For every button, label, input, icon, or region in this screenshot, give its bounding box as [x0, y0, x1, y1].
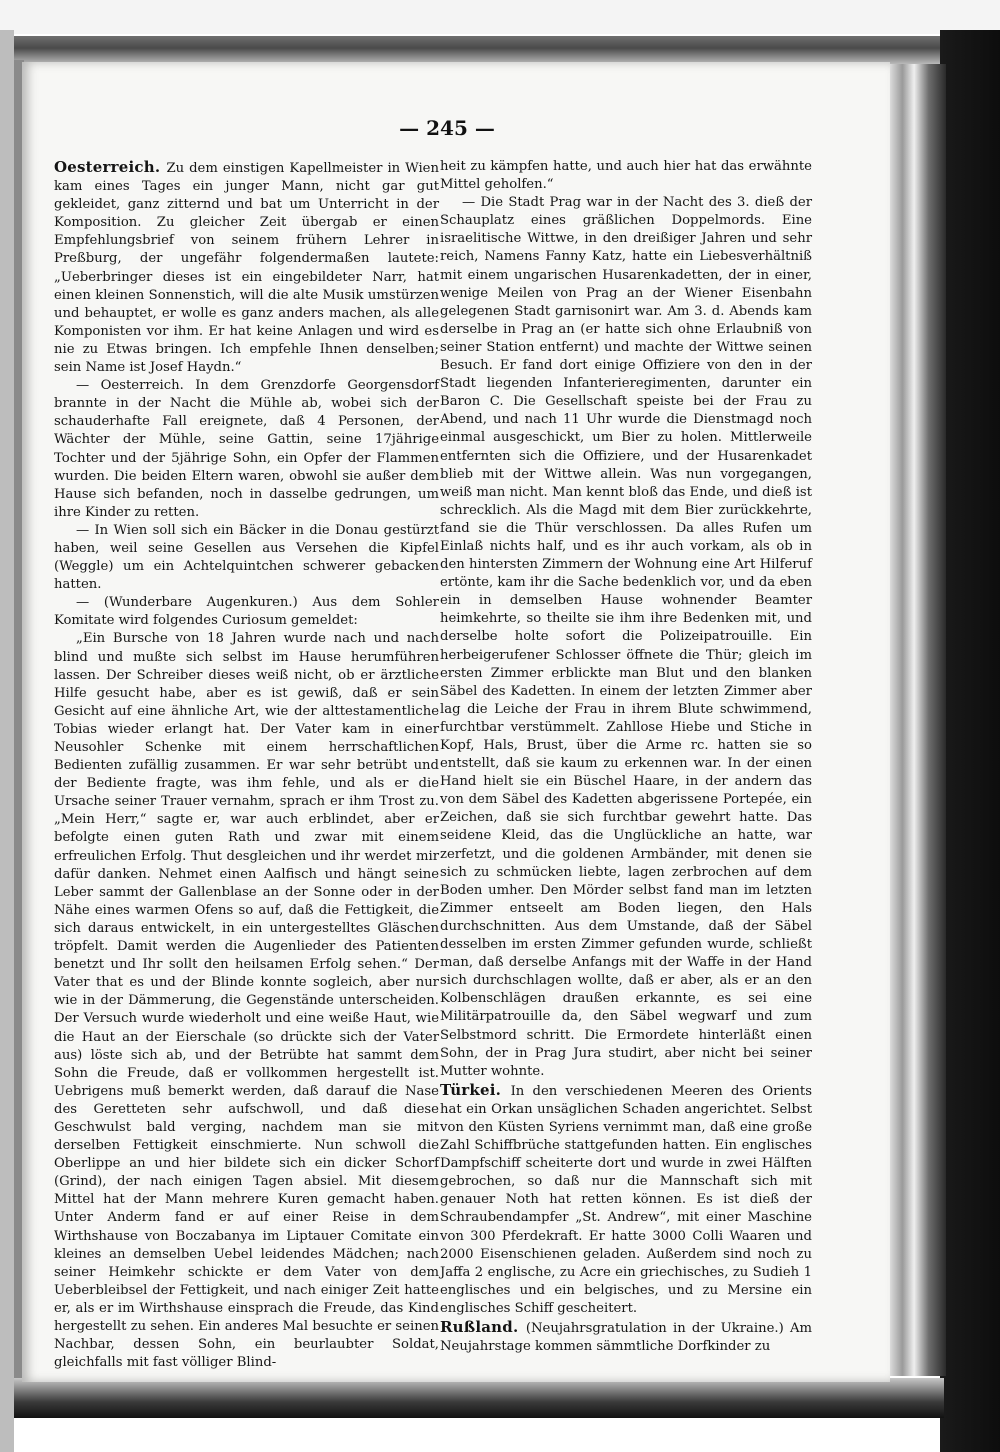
- article-russland: [440, 1318, 812, 1356]
- book-page-edges: [888, 64, 946, 1376]
- section-heading-russland: Rußland.: [440, 1318, 526, 1336]
- scan-left-edge: [0, 30, 14, 1452]
- page-number: — 245 —: [399, 116, 495, 140]
- article-tuerkei: [440, 1081, 812, 1318]
- section-heading-oesterreich: Oesterreich.: [54, 158, 167, 176]
- article-text: Zu dem einstigen Kapellmeister in Wien kam eines Tages ein junger Mann, nicht gar gut gekleidet, ganz zitternd und bat um Unterricht in der Komposition. Zu gleicher Zeit übergab er einen Empfehlungsbrief von seinem frühern Lehrer in Preßburg, der ungefähr folgendermaßen lautete: „Ueberbringer dieses ist ein eingebildeter Narr, hat einen kleinen Sonnenstich, will die alte Musik umstürzen und behauptet, er wolle es ganz anders machen, als alle Komponisten vor ihm. Er hat keine Anlagen und wird es nie zu Etwas bringen. Ich empfehle Ihnen denselben; sein Name ist Josef Haydn.“: [54, 161, 439, 376]
- article-prag-doppelmord: — Die Stadt Prag war in der Nacht des 3. dieß der Schauplatz eines gräßlichen Doppelmords. Eine israelitische Wittwe, in den dreißiger Jahren und sehr reich, Namens Fanny Katz, hatte ein Liebesverhältniß mit einem ungarischen Husarenkadetten, der in einer, wenige Meilen von Prag an der Wiener Eisenbahn gelegenen Stadt garnisonirt war. Am 3. d. Abends kam derselbe in Prag an (er hatte sich ohne Erlaubniß von seiner Station entfernt) und machte der Wittwe seinen Besuch. Er fand dort einige Offiziere von den in der Stadt liegenden Infanterieregimenten, darunter ein Baron C. Die Gesellschaft speiste bei der Frau zu Abend, und nach 11 Uhr wurde die Dienstmagd noch einmal ausgeschickt, um Bier zu holen. Mittlerweile entfernten sich die Offiziere, und der Husarenkadet blieb mit der Wittwe allein. Was nun vorgegangen, weiß man nicht. Man kennt bloß das Ende, und dieß ist schrecklich. Als die Magd mit dem Bier zurückkehrte, fand sie die Thür verschlossen. Da alles Rufen um Einlaß nichts half, und es ihr auch vorkam, als ob in den hintersten Zimmern der Wohnung eine Art Hilferuf ertönte, kam ihr die Sache bedenklich vor, und da eben ein in demselben Hause wohnender Beamter heimkehrte, so theilte sie ihm ihre Bedenken mit, und derselbe holte sofort die Polizeipatrouille. Ein herbeigerufener Schlosser öffnete die Thür; gleich im ersten Zimmer erblickte man Blut und den blanken Säbel des Kadetten. In einem der letzten Zimmer aber lag die Leiche der Frau in ihrem Blute schwimmend, furchtbar verstümmelt. Zahllose Hiebe und Stiche in Kopf, Hals, Brust, über die Arme rc. hatten sie so entstellt, daß sie kaum zu erkennen war. In der einen Hand hielt sie ein Büschel Haare, in der andern das von dem Säbel des Kadetten abgerissene Portepée, ein Zeichen, daß sie sich furchtbar gewehrt hatte. Das seidene Kleid, das die Unglückliche an hatte, war zerfetzt, und die goldenen Armbänder, mit denen sie sich zu schmücken liebte, lagen zerbrochen auf dem Boden umher. Den Mörder selbst fand man im letzten Zimmer entseelt am Boden liegen, den Hals durchschnitten. Aus dem Umstande, daß der Säbel desselben im ersten Zimmer gefunden wurde, schließt man, daß derselbe Anfangs mit der Waffe in der Hand sich durchschlagen wollte, daß er aber, als er an den Kolbenschlägen draußen erkannte, es sei eine Militärpatrouille da, den Säbel wegwarf und zum Selbstmord schritt. Die Ermordete hinterläßt einen Sohn, der in Prag Jura studirt, aber nicht bei seiner Mutter wohnte.: [440, 195, 812, 1079]
- right-column: [440, 158, 812, 1356]
- scan-top-margin: [0, 0, 1000, 34]
- article-augenkuren-story: „Ein Bursche von 18 Jahren wurde nach und nach blind und mußte sich selbst im Hause herumführen lassen. Der Schreiber dieses weiß nicht, ob er ärztliche Hilfe gesucht habe, aber es ist gewiß, daß er sein Gesicht auf eine ähnliche Art, wie der alttestamentliche Tobias wieder erlangt hat. Der Vater kam in einer Neusohler Schenke mit einem herrschaftlichen Bedienten zufällig zusammen. Er war sehr betrübt und der Bediente fragte, was ihm fehle, und als er die Ursache seiner Trauer vernahm, sprach er ihm Trost zu. „Mein Herr,“ sagte er, war auch erblindet, aber er befolgte einen guten Rath und zwar mit einem erfreulichen Erfolg. Thut desgleichen und ihr werdet mir dafür danken. Nehmet einen Aalfisch und hängt seine Leber sammt der Gallenblase an der Sonne oder in der Nähe eines warmen Ofens so auf, daß die Fettigkeit, die sich daraus entwickelt, in ein untergestelltes Gläschen tröpfelt. Damit werden die Augenlieder des Patienten benetzt und Ihr sollt den heilsamen Erfolg sehen.“ Der Vater that es und der Blinde konnte sogleich, aber nur wie in der Dämmerung, die Gegenstände unterscheiden. Der Versuch wurde wiederholt und eine weiße Haut, wie die Haut an der Eierschale (so drückte sich der Vater aus) löste sich ab, und der Betrübte hat sammt dem Sohn die Freude, daß er vollkommen hergestellt ist. Uebrigens muß bemerkt werden, daß darauf die Nase des Geretteten sehr aufschwoll, und daß diese Geschwulst bald verging, nachdem man sie mit derselben Fettigkeit einschmierte. Nun schwoll die Oberlippe an und hier bildete sich ein dicker Schorf (Grind), der nach einigen Tagen absiel. Mit diesem Mittel hat der Mann mehrere Kuren gemacht haben. Unter Anderm fand er auf einer Reise in dem Wirthshause von Boczabanya im Liptauer Comitate ein kleines an demselben Uebel leidendes Mädchen; nach seiner Heimkehr schickte er dem Vater von dem Ueberbleibsel der Fettigkeit, und nach einiger Zeit hatte er, als er im Wirthshause einsprach die Freude, das Kind hergestellt zu sehen. Ein anderes Mal besuchte er seinen Nachbar, dessen Sohn, ein beurlaubter Soldat, gleichfalls mit fast völliger Blind-: [54, 631, 439, 1371]
- article-text: In den verschiedenen Meeren des Orients hat ein Orkan unsäglichen Schaden angerichtet. Selbst von den Küsten Syriens vernimmt man, daß eine große Zahl Schiffbrüche stattgefunden hatten. Ein englisches Dampfschiff scheiterte dort und wurde in zwei Hälften gebrochen, so daß nur die Mannschaft sich mit genauer Noth hat retten können. Es ist dieß der Schraubendampfer „St. Andrew“, mit einer Maschine von 300 Pferdekraft. Er hatte 3000 Colli Waaren und 2000 Eisenschienen geladen. Außerdem sind noch zu Jaffa 2 englische, zu Acre ein griechisches, zu Sudieh 1 englisches und ein belgisches, und zu Mersine ein englisches Schiff gescheitert.: [440, 1083, 812, 1316]
- left-column: [54, 158, 439, 1372]
- article-wien-baecker: — In Wien soll sich ein Bäcker in die Donau gestürzt haben, weil seine Gesellen aus Versehen die Kipfel (Weggle) um ein Achtelquintchen schwerer gebacken hatten.: [54, 522, 439, 593]
- scan-dark-background: [940, 30, 1000, 1452]
- book-bottom-edge: [14, 1378, 944, 1418]
- article-oesterreich-muehle: — Oesterreich. In dem Grenzdorfe Georgensdorf brannte in der Nacht die Mühle ab, wobei sich der schauderhafte Fall ereignete, daß 4 Personen, der Wächter der Mühle, seine Gattin, seine 17jährige Tochter und der 5jährige Sohn, ein Opfer der Flammen wurden. Die beiden Eltern waren, obwohl sie außer dem Hause sich befanden, noch in dasselbe gedrungen, um ihre Kinder zu retten.: [54, 378, 439, 520]
- article-text: (Neujahrsgratulation in der Ukraine.) Am Neujahrstage kommen sämmtliche Dorfkinder zu: [440, 1321, 812, 1355]
- newspaper-page: [22, 62, 890, 1382]
- article-oesterreich-haydn: [54, 158, 439, 377]
- article-augenkuren-continued: heit zu kämpfen hatte, und auch hier hat das erwähnte Mittel geholfen.“: [440, 159, 812, 193]
- section-heading-tuerkei: Türkei.: [440, 1080, 511, 1099]
- article-augenkuren-intro: — (Wunderbare Augenkuren.) Aus dem Sohler Komitate wird folgendes Curiosum gemeldet:: [54, 595, 439, 629]
